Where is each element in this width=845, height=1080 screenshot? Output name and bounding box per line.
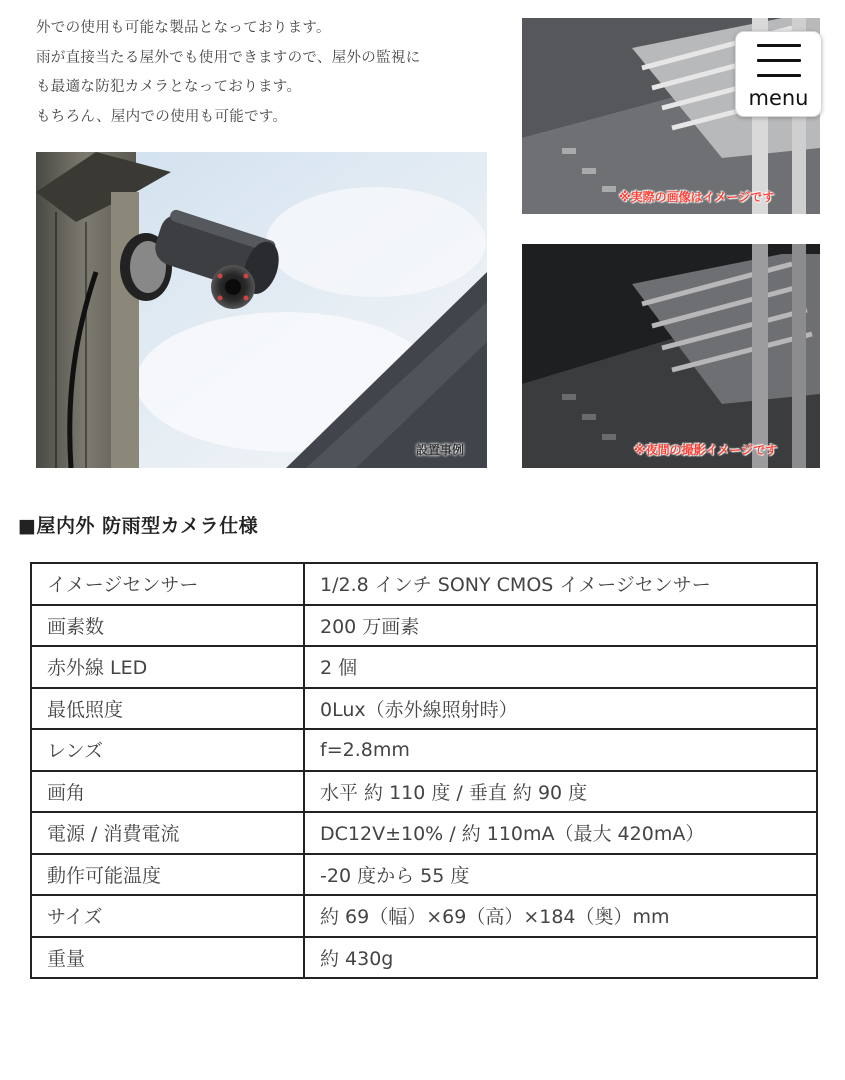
intro-line: 外での使用も可能な製品となっております。 (36, 20, 331, 36)
menu-label: menu (748, 86, 809, 110)
table-row (31, 729, 817, 771)
intro-line: 雨が直接当たる屋外でも使用できますので、屋外の監視に (36, 49, 421, 66)
spec-value: DC12V±10% / 約 110mA（最大 420mA） (304, 812, 817, 854)
spec-value: 約 430g (304, 937, 817, 979)
table-row (31, 646, 817, 688)
table-row (31, 812, 817, 854)
table-row (31, 854, 817, 896)
spec-value: 水平 約 110 度 / 垂直 約 90 度 (304, 771, 817, 813)
table-row (31, 937, 817, 979)
spec-value: 0Lux（赤外線照射時） (304, 688, 817, 730)
spec-key: 最低照度 (31, 688, 304, 730)
spec-value: f=2.8mm (304, 729, 817, 771)
spec-value: 2 個 (304, 646, 817, 688)
spec-value: -20 度から 55 度 (304, 854, 817, 896)
spec-key: レンズ (31, 729, 304, 771)
menu-button[interactable] (735, 31, 822, 117)
spec-key: 画角 (31, 771, 304, 813)
table-row (31, 771, 817, 813)
intro-line: も最適な防犯カメラとなっております。 (36, 79, 302, 95)
table-row (31, 688, 817, 730)
parking-night-image (522, 244, 820, 468)
section-title: ■屋内外 防雨型カメラ仕様 (18, 515, 259, 537)
spec-key: 電源 / 消費電流 (31, 812, 304, 854)
table-row (31, 895, 817, 937)
spec-key: イメージセンサー (31, 563, 304, 605)
intro-line: もちろん、屋内での使用も可能です。 (36, 108, 288, 125)
night-image (522, 244, 820, 468)
installation-photo (36, 152, 487, 468)
photo-caption: ※実際の画像はイメージです (619, 190, 775, 204)
spec-value: 1/2.8 インチ SONY CMOS イメージセンサー (304, 563, 817, 605)
spec-key: 動作可能温度 (31, 854, 304, 896)
spec-value: 200 万画素 (304, 605, 817, 647)
photo-caption: ※夜間の撮影イメージです (634, 443, 778, 457)
spec-table (30, 562, 818, 979)
photo-caption: 設置事例 (416, 443, 465, 457)
spec-key: 画素数 (31, 605, 304, 647)
camera-on-post-image (36, 152, 487, 468)
spec-key: 赤外線 LED (31, 646, 304, 688)
table-row (31, 563, 817, 605)
table-row (31, 605, 817, 647)
intro-text (36, 14, 506, 132)
spec-key: 重量 (31, 937, 304, 979)
spec-value: 約 69（幅）×69（高）×184（奥）mm (304, 895, 817, 937)
spec-key: サイズ (31, 895, 304, 937)
